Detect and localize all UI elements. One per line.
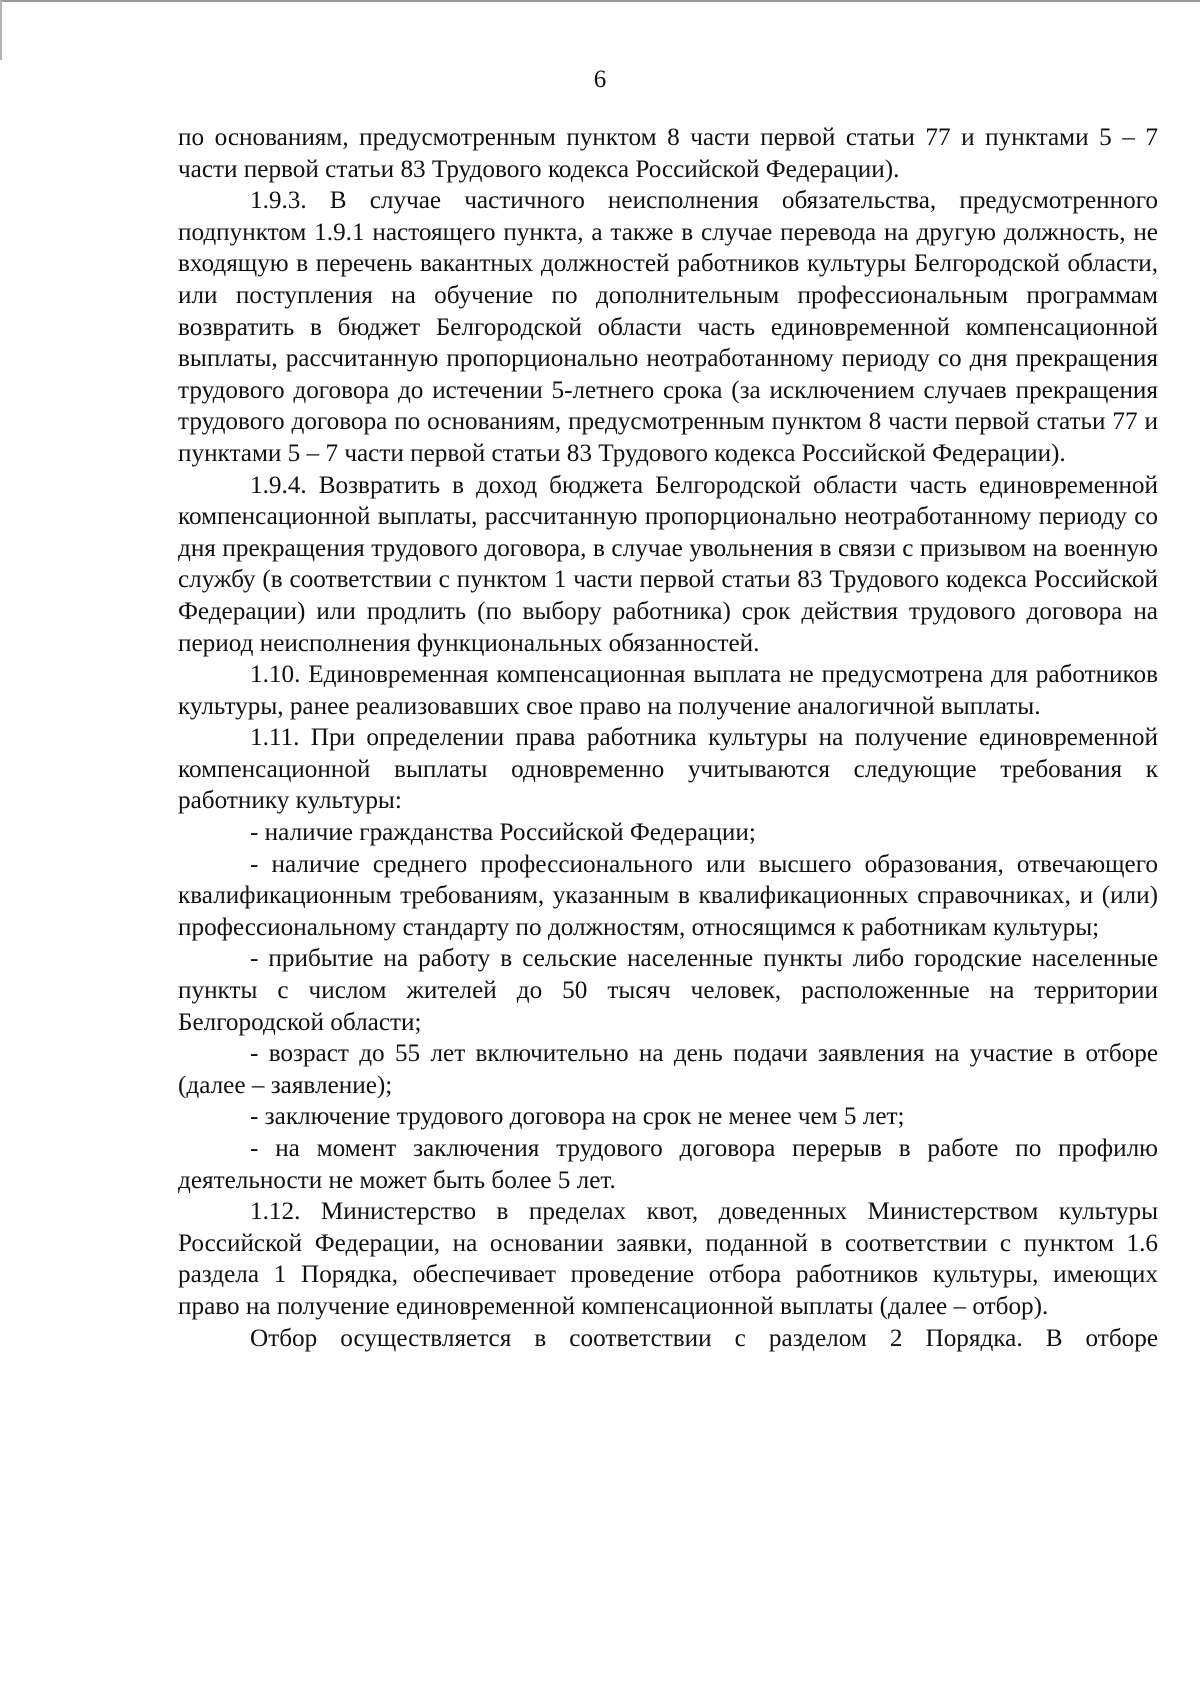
page-number: 6 <box>593 66 607 93</box>
paragraph-1-10: 1.10. Единовременная компенсационная выплата не предусмотрена для работников культуры, ранее реализовавших свое право на получение аналогичной выплаты. <box>178 661 1158 720</box>
paragraph-1-12: 1.12. Министерство в пределах квот, доведенных Министерством культуры Российской Федерации, на основании заявки, поданной в соответствии с пунктом 1.6 раздела 1 Порядка, обеспечивает проведение отбора работников культуры, имеющих право на получение единовременной компенсационной выплаты (далее – отбор). <box>178 1198 1158 1320</box>
scan-edge-top <box>0 0 1200 2</box>
paragraph-1-9-4: 1.9.4. Возвратить в доход бюджета Белгородской области часть единовременной компенсационной выплаты, рассчитанную пропорционально неотработанному периоду со дня прекращения трудового договора, в случае увольнения в связи с призывом на военную службу (в соответствии с пунктом 1 части первой статьи 83 Трудового кодекса Российской Федерации) или продлить (по выбору работника) срок действия трудового договора на период неисполнения функциональных обязанностей. <box>178 471 1158 657</box>
requirement-work-break: - на момент заключения трудового договора перерыв в работе по профилю деятельности не может быть более 5 лет. <box>178 1135 1158 1194</box>
paragraph-selection-continues: Отбор осуществляется в соответствии с разделом 2 Порядка. В отборе <box>250 1324 1158 1352</box>
requirement-citizenship: - наличие гражданства Российской Федерации; <box>250 819 756 847</box>
document-body <box>178 122 1158 1354</box>
paragraph-1-11: 1.11. При определении права работника культуры на получение единовременной компенсационной выплаты одновременно учитываются следующие требования к работнику культуры: <box>178 724 1158 815</box>
paragraph-continuation: по основаниям, предусмотренным пунктом 8 части первой статьи 77 и пунктами 5 – 7 части первой статьи 83 Трудового кодекса Российской Федерации). <box>178 124 1158 183</box>
requirement-contract-term: - заключение трудового договора на срок не менее чем 5 лет; <box>250 1103 905 1131</box>
scan-edge-left <box>0 0 2 60</box>
requirement-relocation: - прибытие на работу в сельские населенные пункты либо городские населенные пункты с числом жителей до 50 тысяч человек, расположенные на территории Белгородской области; <box>178 945 1158 1036</box>
requirement-education: - наличие среднего профессионального или высшего образования, отвечающего квалификационным требованиям, указанным в квалификационных справочниках, и (или) профессиональному стандарту по должностям, относящимся к работникам культуры; <box>178 850 1158 941</box>
paragraph-1-9-3: 1.9.3. В случае частичного неисполнения обязательства, предусмотренного подпунктом 1.9.1 настоящего пункта, а также в случае перевода на другую должность, не входящую в перечень вакантных должностей работников культуры Белгородской области, или поступления на обучение по дополнительным профессиональным программам возвратить в бюджет Белгородской области часть единовременной компенсационной выплаты, рассчитанную пропорционально неотработанному периоду со дня прекращения трудового договора до истечении 5-летнего срока (за исключением случаев прекращения трудового договора по основаниям, предусмотренным пунктом 8 части первой статьи 77 и пунктами 5 – 7 части первой статьи 83 Трудового кодекса Российской Федерации). <box>178 187 1158 467</box>
requirement-age: - возраст до 55 лет включительно на день подачи заявления на участие в отборе (далее – заявление); <box>178 1040 1158 1099</box>
